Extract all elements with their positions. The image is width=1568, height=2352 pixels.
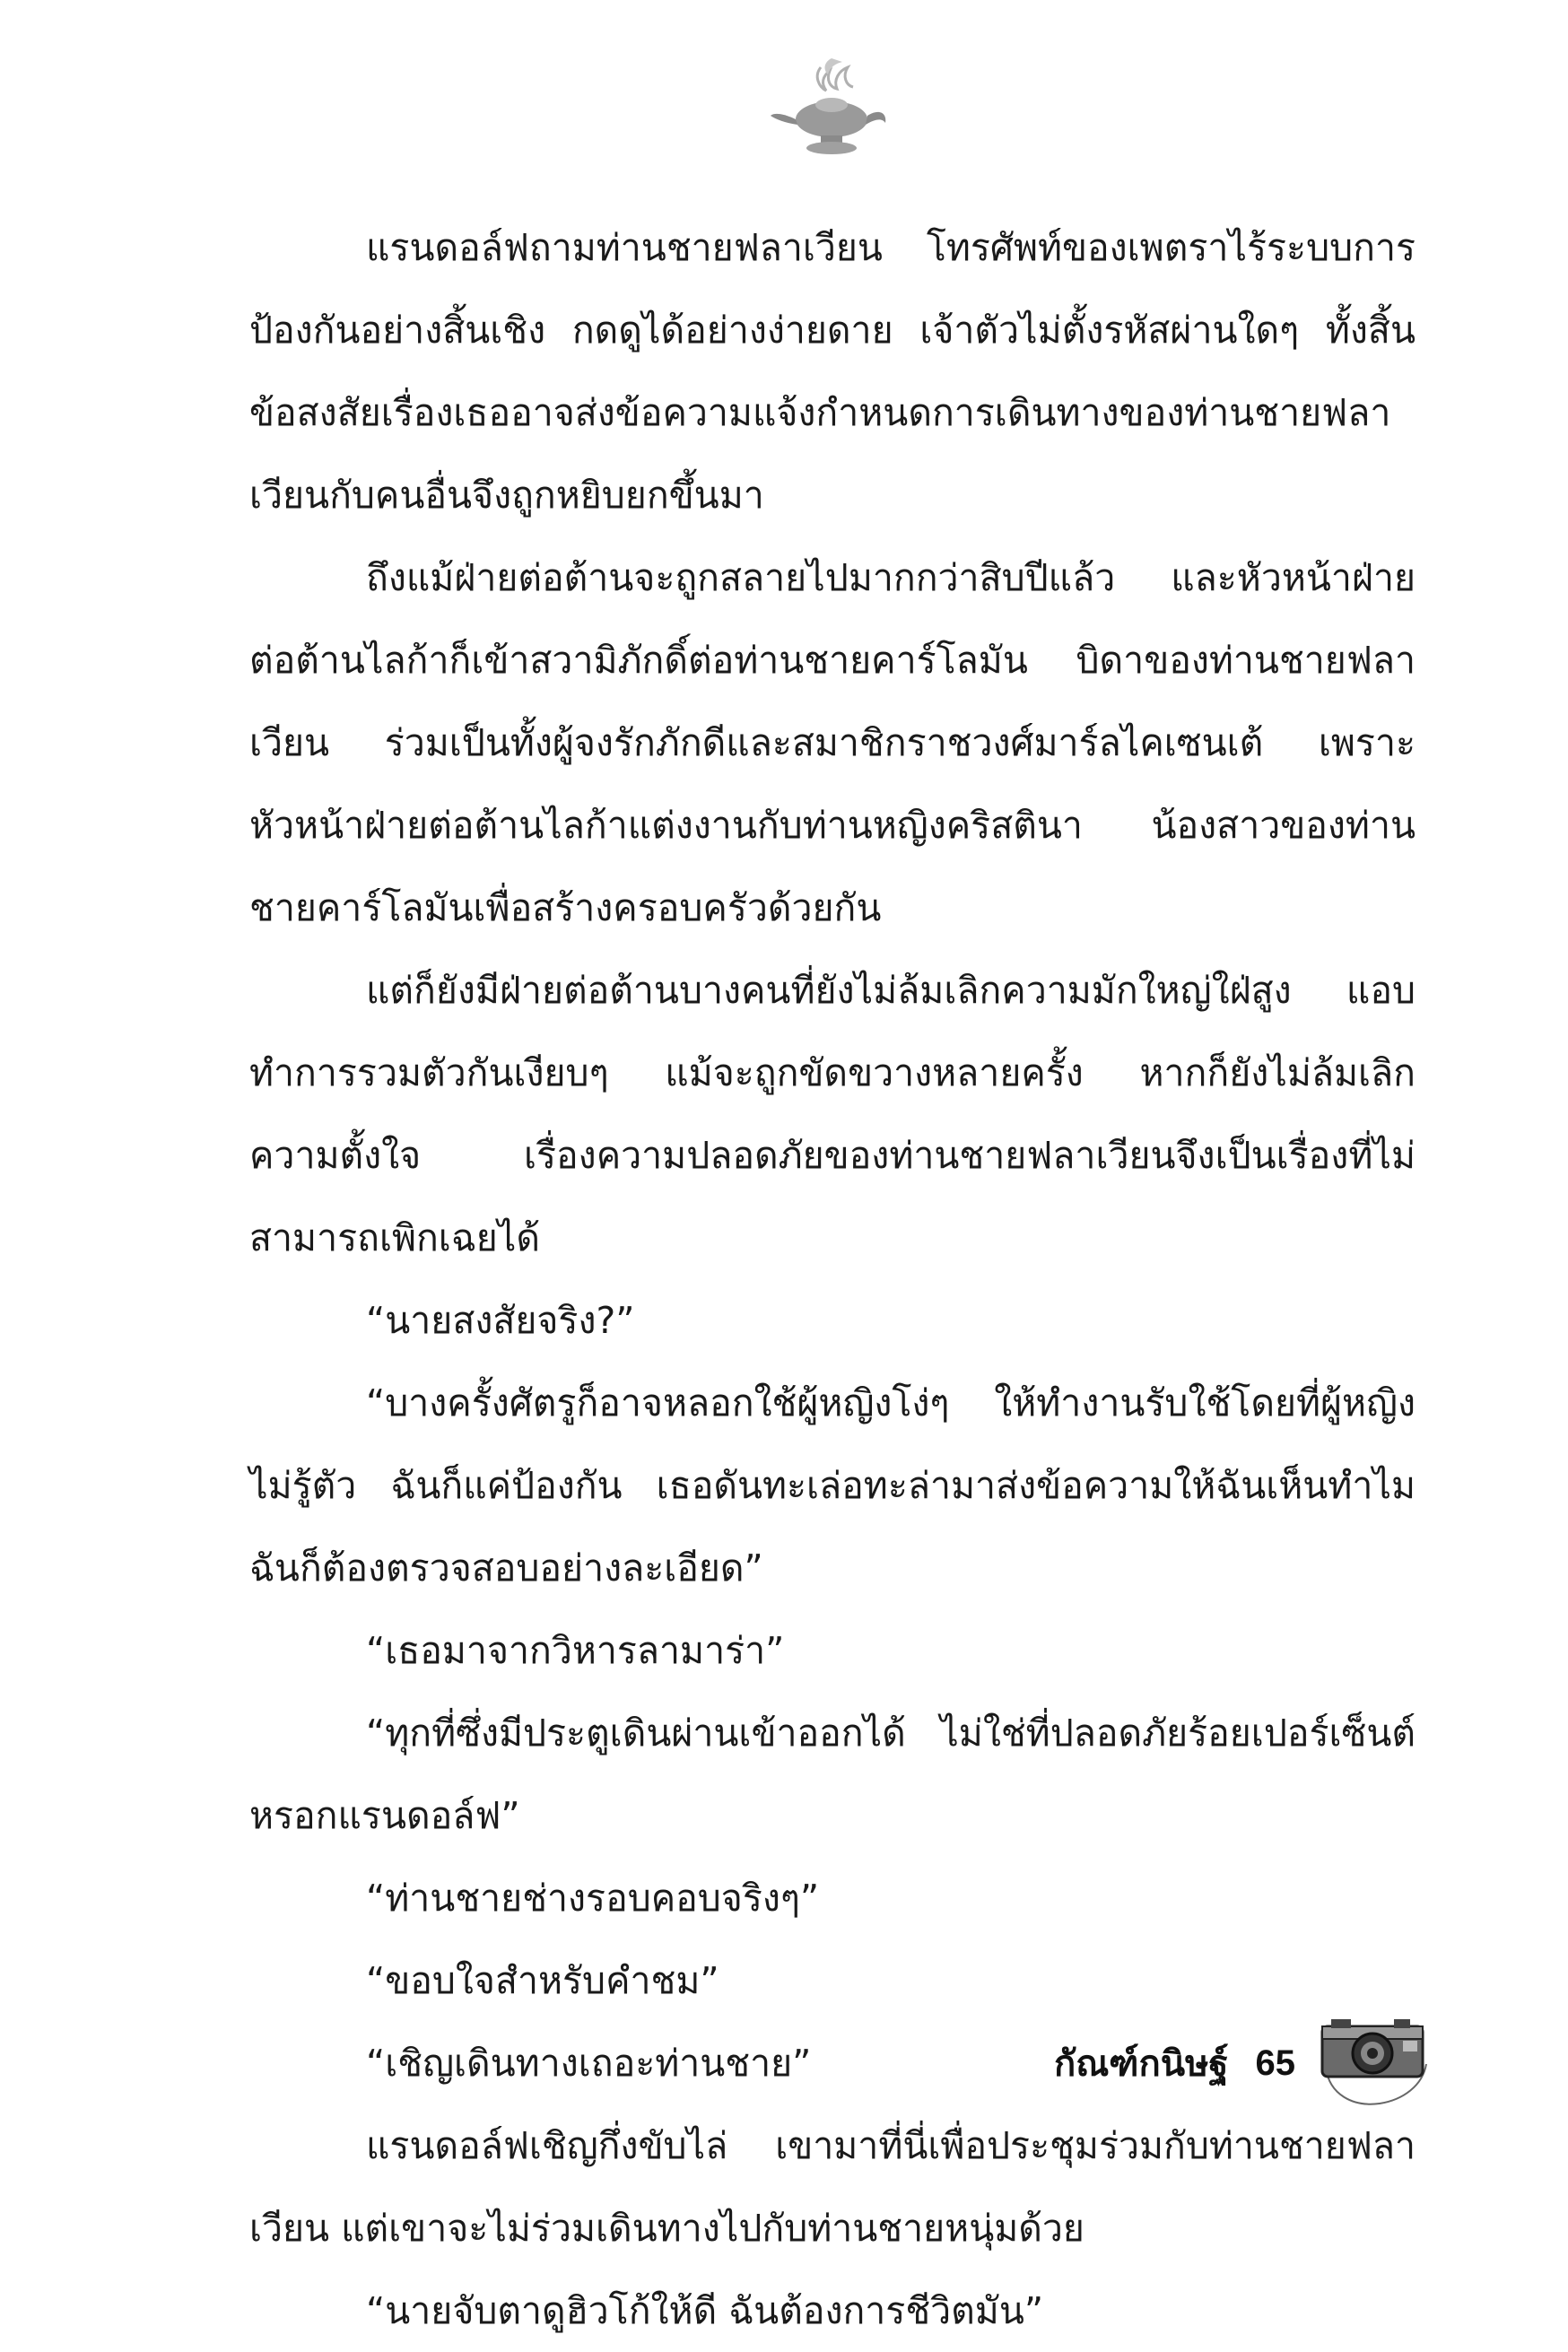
camera-icon	[1317, 2014, 1433, 2112]
dialogue-line: “เชิญเดินทางเถอะท่านชาย”	[366, 2042, 812, 2085]
dialogue-line: “นายสงสัยจริง?”	[366, 1299, 635, 1342]
magic-lamp-icon	[767, 49, 893, 166]
dialogue-line: “ทุกที่ซึ่งมีประตูเดินผ่านเข้าออกได้ ไม่ใช่ที่ปลอดภัยร้อยเปอร์เซ็นต์หรอกแรนดอล์ฟ”	[249, 1712, 1416, 1837]
dialogue-line: “นายจับตาดูฮิวโก้ให้ดี ฉันต้องการชีวิตมัน”	[366, 2289, 1044, 2332]
dialogue-line: “ท่านชายช่างรอบคอบจริงๆ”	[366, 1877, 820, 1920]
paragraph: แรนดอล์ฟเชิญกึ่งขับไล่ เขามาที่นี่เพื่อประชุมร่วมกับท่านชายฟลาเวียน แต่เขาจะไม่ร่วมเดินทางไปกับท่านชายหนุ่มด้วย	[249, 2124, 1416, 2250]
book-title: กัณฑ์กนิษฐ์	[1053, 2043, 1229, 2085]
paragraph: แรนดอล์ฟถามท่านชายฟลาเวียน โทรศัพท์ของเพตราไร้ระบบการป้องกันอย่างสิ้นเชิง กดดูได้อย่างง่ายดาย เจ้าตัวไม่ตั้งรหัสผ่านใดๆ ทั้งสิ้น ข้อสงสัยเรื่องเธออาจส่งข้อความแจ้งกำหนดการเดินทางของท่านชายฟลาเวียนกับคนอื่นจึงถูกหยิบยกขึ้นมา	[249, 226, 1416, 517]
paragraph: แต่ก็ยังมีฝ่ายต่อต้านบางคนที่ยังไม่ล้มเลิกความมักใหญ่ใฝ่สูง แอบทำการรวมตัวกันเงียบๆ แม้จะถูกขัดขวางหลายครั้ง หากก็ยังไม่ล้มเลิกความตั้งใจ เรื่องความปลอดภัยของท่านชายฟลาเวียนจึงเป็นเรื่องที่ไม่สามารถเพิกเฉยได้	[249, 969, 1416, 1259]
page-footer	[1054, 2014, 1433, 2112]
paragraph: ถึงแม้ฝ่ายต่อต้านจะถูกสลายไปมากกว่าสิบปีแล้ว และหัวหน้าฝ่ายต่อต้านไลก้าก็เข้าสวามิภักดิ์ต่อท่านชายคาร์โลมัน บิดาของท่านชายฟลาเวียน ร่วมเป็นทั้งผู้จงรักภักดีและสมาชิกราชวงศ์มาร์ลไคเซนเต้ เพราะหัวหน้าฝ่ายต่อต้านไลก้าแต่งงานกับท่านหญิงคริสตินา น้องสาวของท่านชายคาร์โลมันเพื่อสร้างครอบครัวด้วยกัน	[249, 556, 1416, 929]
dialogue-line: “ขอบใจสำหรับคำชม”	[366, 1959, 719, 2002]
dialogue-line: “เธอมาจากวิหารลามาร่า”	[366, 1629, 785, 1672]
page-number: 65	[1255, 2043, 1295, 2083]
dialogue-line: “บางครั้งศัตรูก็อาจหลอกใช้ผู้หญิงโง่ๆ ให้ทำงานรับใช้โดยที่ผู้หญิงไม่รู้ตัว ฉันก็แค่ป้องกัน เธอดันทะเล่อทะล่ามาส่งข้อความให้ฉันเห็นทำไม ฉันก็ต้องตรวจสอบอย่างละเอียด”	[249, 1381, 1416, 1590]
